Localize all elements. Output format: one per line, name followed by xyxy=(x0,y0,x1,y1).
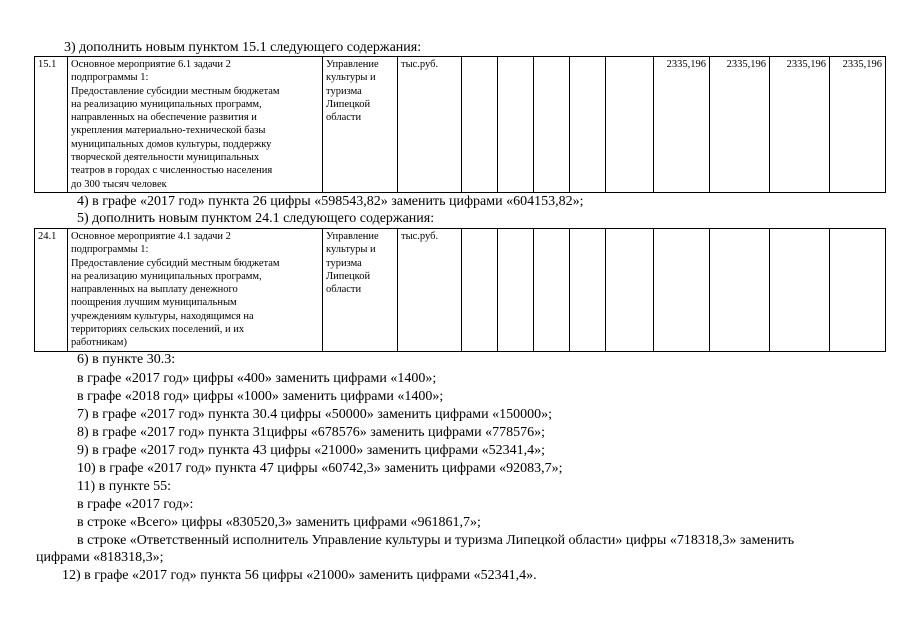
item-5-text: 5) дополнить новым пунктом 24.1 следующего содержания: xyxy=(77,211,435,226)
value-cell: 2335,196 xyxy=(710,57,770,193)
row-number: 24.1 xyxy=(35,229,68,352)
value-cell xyxy=(570,57,606,193)
item-11-sub-1: в графе «2017 год»: xyxy=(77,497,194,512)
executor-line: области xyxy=(326,284,362,296)
desc-line: направленных на выплату денежного xyxy=(71,284,238,296)
responsible-executor xyxy=(323,229,398,352)
item-10-text: 10) в графе «2017 год» пункта 47 цифры «60742,3» заменить цифрами «92083,7»; xyxy=(77,461,563,476)
item-11-sub-2: в строке «Всего» цифры «830520,3» заменить цифрами «961861,7»; xyxy=(77,515,481,530)
value-cell xyxy=(770,229,830,352)
unit-cell: тыс.руб. xyxy=(398,57,462,193)
executor-line: туризма xyxy=(326,257,362,269)
desc-line: Основное мероприятие 6.1 задачи 2 xyxy=(71,59,231,70)
desc-line: Основное мероприятие 4.1 задачи 2 xyxy=(71,231,231,242)
desc-line: укрепления материально-технической базы xyxy=(71,125,266,137)
desc-line: Предоставление субсидий местным бюджетам xyxy=(71,257,280,269)
executor-line: Управление xyxy=(326,231,379,242)
table-row xyxy=(35,57,886,193)
item-11-sub-3-cont: цифрами «818318,3»; xyxy=(36,550,164,565)
executor-line: области xyxy=(326,112,362,124)
desc-line: на реализацию муниципальных программ, xyxy=(71,98,262,110)
item-4-text: 4) в графе «2017 год» пункта 26 цифры «598543,82» заменить цифрами «604153,82»; xyxy=(77,194,584,209)
table-row xyxy=(35,229,886,352)
value-cell: 2335,196 xyxy=(770,57,830,193)
desc-line: театров в городах с численностью населения xyxy=(71,165,273,177)
desc-line: творческой деятельности муниципальных xyxy=(71,152,260,164)
value-cell xyxy=(534,57,570,193)
desc-line: подпрограммы 1: xyxy=(71,244,149,256)
desc-line: работникам) xyxy=(71,337,127,349)
executor-line: туризма xyxy=(326,85,362,97)
value-cell xyxy=(570,229,606,352)
desc-line: до 300 тысяч человек xyxy=(71,178,167,190)
value-cell xyxy=(498,229,534,352)
item-6-text: 6) в пункте 30.3: xyxy=(77,352,176,367)
item-7-text: 7) в графе «2017 год» пункта 30.4 цифры «50000» заменить цифрами «150000»; xyxy=(77,407,553,422)
desc-line: территориях сельских поселений, и их xyxy=(71,324,245,336)
executor-line: Липецкой xyxy=(326,270,371,282)
value-cell: 2335,196 xyxy=(830,57,886,193)
value-cell xyxy=(498,57,534,193)
desc-line: направленных на обеспечение развития и xyxy=(71,112,257,124)
desc-line: Предоставление субсидии местным бюджетам xyxy=(71,85,280,97)
executor-line: культуры и xyxy=(326,244,376,256)
desc-line: подпрограммы 1: xyxy=(71,72,149,84)
table-item-15-1 xyxy=(34,56,886,193)
item-11-sub-3: в строке «Ответственный исполнитель Управление культуры и туризма Липецкой области» цифры «718318,3» заменить xyxy=(77,533,795,548)
measure-description xyxy=(68,57,323,193)
desc-line: муниципальных домов культуры, поддержку xyxy=(71,138,272,150)
executor-line: Управление xyxy=(326,59,379,70)
desc-line: поощрения лучшим муниципальным xyxy=(71,297,237,309)
desc-line: на реализацию муниципальных программ, xyxy=(71,270,262,282)
item-8-text: 8) в графе «2017 год» пункта 31цифры «678576» заменить цифрами «778576»; xyxy=(77,425,546,440)
value-cell xyxy=(462,229,498,352)
measure-description xyxy=(68,229,323,352)
value-cell xyxy=(606,229,654,352)
value-cell xyxy=(830,229,886,352)
item-6-sub-2: в графе «2018 год» цифры «1000» заменить цифрами «1400»; xyxy=(77,389,444,404)
item-11-text: 11) в пункте 55: xyxy=(77,479,172,494)
row-number: 15.1 xyxy=(35,57,68,193)
item-3-text: 3) дополнить новым пунктом 15.1 следующего содержания: xyxy=(64,40,422,55)
value-cell: 2335,196 xyxy=(654,57,710,193)
value-cell xyxy=(534,229,570,352)
value-cell xyxy=(606,57,654,193)
value-cell xyxy=(710,229,770,352)
executor-line: Липецкой xyxy=(326,98,371,110)
item-6-sub-1: в графе «2017 год» цифры «400» заменить цифрами «1400»; xyxy=(77,371,437,386)
item-12-text: 12) в графе «2017 год» пункта 56 цифры «21000» заменить цифрами «52341,4». xyxy=(62,568,537,583)
unit-cell: тыс.руб. xyxy=(398,229,462,352)
value-cell xyxy=(654,229,710,352)
table-item-24-1 xyxy=(34,228,886,352)
responsible-executor xyxy=(323,57,398,193)
value-cell xyxy=(462,57,498,193)
executor-line: культуры и xyxy=(326,72,376,84)
desc-line: учреждениям культуры, находящимся на xyxy=(71,310,254,322)
item-9-text: 9) в графе «2017 год» пункта 43 цифры «21000» заменить цифрами «52341,4»; xyxy=(77,443,546,458)
